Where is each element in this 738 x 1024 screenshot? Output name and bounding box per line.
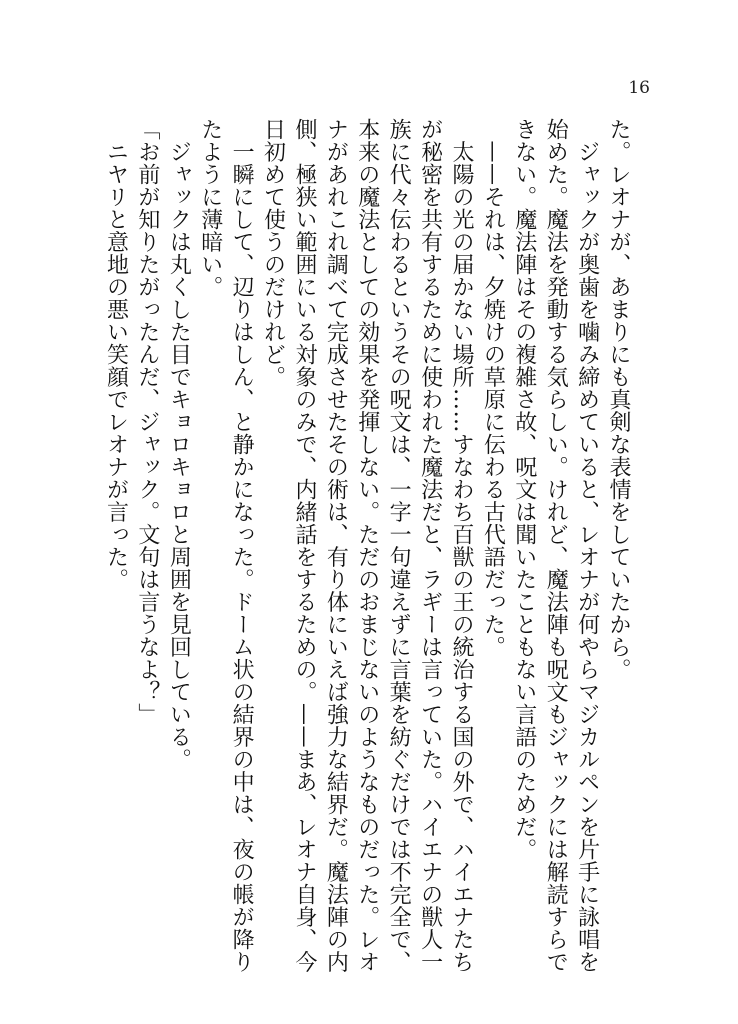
vertical-body-text bbox=[100, 118, 634, 973]
text-line: きない。魔法陣はその複雑さ故、呪文は聞いたこともない言語のためだ。 bbox=[511, 118, 537, 861]
text-line: ニヤリと意地の悪い笑顔でレオナが言った。 bbox=[103, 118, 129, 591]
text-line: が秘密を共有するために使われた魔法だと、ラギーは言っていた。ハイエナの獣人一 bbox=[417, 118, 443, 973]
text-line: ジャックは丸くした目でキョロキョロと周囲を見回している。 bbox=[166, 118, 192, 771]
text-line: たように薄暗い。 bbox=[197, 118, 223, 298]
text-line: 「お前が知りたがったんだ、ジャック。文句は言うなよ？」 bbox=[134, 118, 160, 726]
text-line: 本来の魔法としての効果を発揮しない。ただのおまじないのようなものだった。レオ bbox=[354, 118, 380, 973]
text-line: ——それは、夕焼けの草原に伝わる古代語だった。 bbox=[480, 118, 506, 658]
text-line: 太陽の光の届かない場所……すなわち百獣の王の統治する国の外で、ハイエナたち bbox=[448, 118, 474, 973]
text-line: 始めた。魔法を発動する気らしい。けれど、魔法陣も呪文もジャックには解読すらで bbox=[543, 118, 569, 973]
text-line: 側、極狭い範囲にいる対象のみで、内緒話をするための。——まあ、レオナ自身、今 bbox=[291, 118, 317, 973]
page-number: 16 bbox=[628, 78, 650, 98]
text-line: ナがあれこれ調べて完成させたその術は、有り体にいえば強力な結界だ。魔法陣の内 bbox=[323, 118, 349, 973]
text-line: 一瞬にして、辺りはしん、と静かになった。ドーム状の結界の中は、夜の帳が降り bbox=[229, 118, 255, 973]
text-line: 日初めて使うのだけれど。 bbox=[260, 118, 286, 388]
text-line: 族に代々伝わるというその呪文は、一字一句違えずに言葉を紡ぐだけでは不完全で、 bbox=[386, 118, 412, 973]
text-line: ジャックが奥歯を噛み締めていると、レオナが何やらマジカルペンを片手に詠唱を bbox=[574, 118, 600, 973]
text-line: た。レオナが、あまりにも真剣な表情をしていたから。 bbox=[606, 118, 631, 681]
